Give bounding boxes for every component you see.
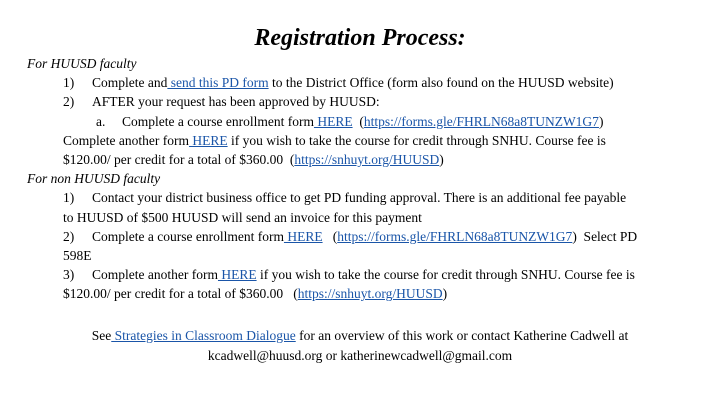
step-text: Contact your district business office to get PD funding approval. There is an additional fee payable — [92, 190, 627, 206]
paren-open: ( — [322, 228, 338, 244]
step-number: 2) — [63, 228, 75, 244]
enrollment-form-url-link[interactable]: https://forms.gle/FHRLN68a8TUNZW1G7 — [363, 113, 599, 129]
non-huusd-faculty-heading: For non HUUSD faculty — [27, 171, 161, 187]
step-number: 2) — [63, 94, 75, 110]
credit-form-here-link[interactable]: HERE — [217, 267, 257, 283]
step-text: to the District Office (form also found on the HUUSD website) — [268, 75, 614, 91]
paren-close: ) — [598, 113, 604, 129]
strategies-dialogue-link[interactable]: Strategies in Classroom Dialogue — [111, 328, 296, 343]
page-title: Registration Process: — [254, 25, 466, 51]
para-text: if you wish to take the course for credit through SNHU. Course fee is — [227, 132, 606, 148]
huusd-step-2a — [27, 112, 707, 131]
footer-text: See — [91, 328, 112, 343]
step-text: AFTER your request has been approved by HUUSD: — [92, 94, 380, 110]
footer-contact-emails: kcadwell@huusd.org or katherinewcadwell@gmail.com — [207, 348, 513, 363]
step-text: $120.00/ per credit for a total of $360.00 ( — [63, 286, 298, 302]
step-text: if you wish to take the course for credit through SNHU. Course fee is — [256, 267, 635, 283]
step-number: 1) — [63, 75, 75, 91]
footer-text: for an overview of this work or contact Katherine Cadwell at — [295, 328, 629, 343]
step-text: 598E — [63, 248, 92, 264]
step-number: 3) — [63, 267, 75, 283]
non-huusd-step-3-cont — [27, 284, 707, 303]
footer-line-1 — [40, 326, 680, 346]
step-letter: a. — [96, 113, 106, 129]
step-text: Complete a course enrollment form — [122, 113, 314, 129]
enrollment-form-here-link[interactable]: HERE — [283, 228, 323, 244]
huusd-credit-paragraph-line2 — [27, 150, 707, 169]
non-huusd-step-2 — [27, 227, 707, 246]
non-huusd-step-2-cont — [27, 246, 707, 265]
para-text: Complete another form — [63, 132, 189, 148]
snhu-url-link[interactable]: https://snhuyt.org/HUUSD — [297, 286, 443, 302]
enrollment-form-here-link[interactable]: HERE — [313, 113, 353, 129]
paren-close: ) — [442, 286, 448, 302]
step-text: Complete another form — [92, 267, 218, 283]
non-huusd-step-3 — [27, 265, 707, 284]
paren-open: ( — [352, 113, 364, 129]
paren-close: ) — [439, 152, 444, 168]
step-text: Complete and — [92, 75, 168, 91]
para-text: $120.00/ per credit for a total of $360.00 ( — [63, 152, 295, 168]
huusd-step-2 — [27, 92, 707, 111]
credit-form-here-link[interactable]: HERE — [188, 132, 228, 148]
enrollment-form-url-link[interactable]: https://forms.gle/FHRLN68a8TUNZW1G7 — [337, 228, 573, 244]
registration-steps — [27, 54, 707, 304]
huusd-faculty-heading: For HUUSD faculty — [27, 56, 137, 71]
huusd-step-1 — [27, 73, 707, 92]
step-text: Complete a course enrollment form — [92, 228, 284, 244]
non-huusd-step-1 — [27, 188, 707, 207]
footer-note — [40, 326, 680, 366]
step-text: ) Select PD — [572, 228, 638, 244]
non-huusd-step-1-cont — [27, 208, 707, 227]
pd-form-link[interactable]: send this PD form — [167, 75, 269, 91]
step-number: 1) — [63, 190, 75, 206]
huusd-credit-paragraph-line1 — [27, 131, 707, 150]
snhu-url-link[interactable]: https://snhuyt.org/HUUSD — [294, 152, 440, 168]
step-text: to HUUSD of $500 HUUSD will send an invoice for this payment — [63, 209, 422, 225]
